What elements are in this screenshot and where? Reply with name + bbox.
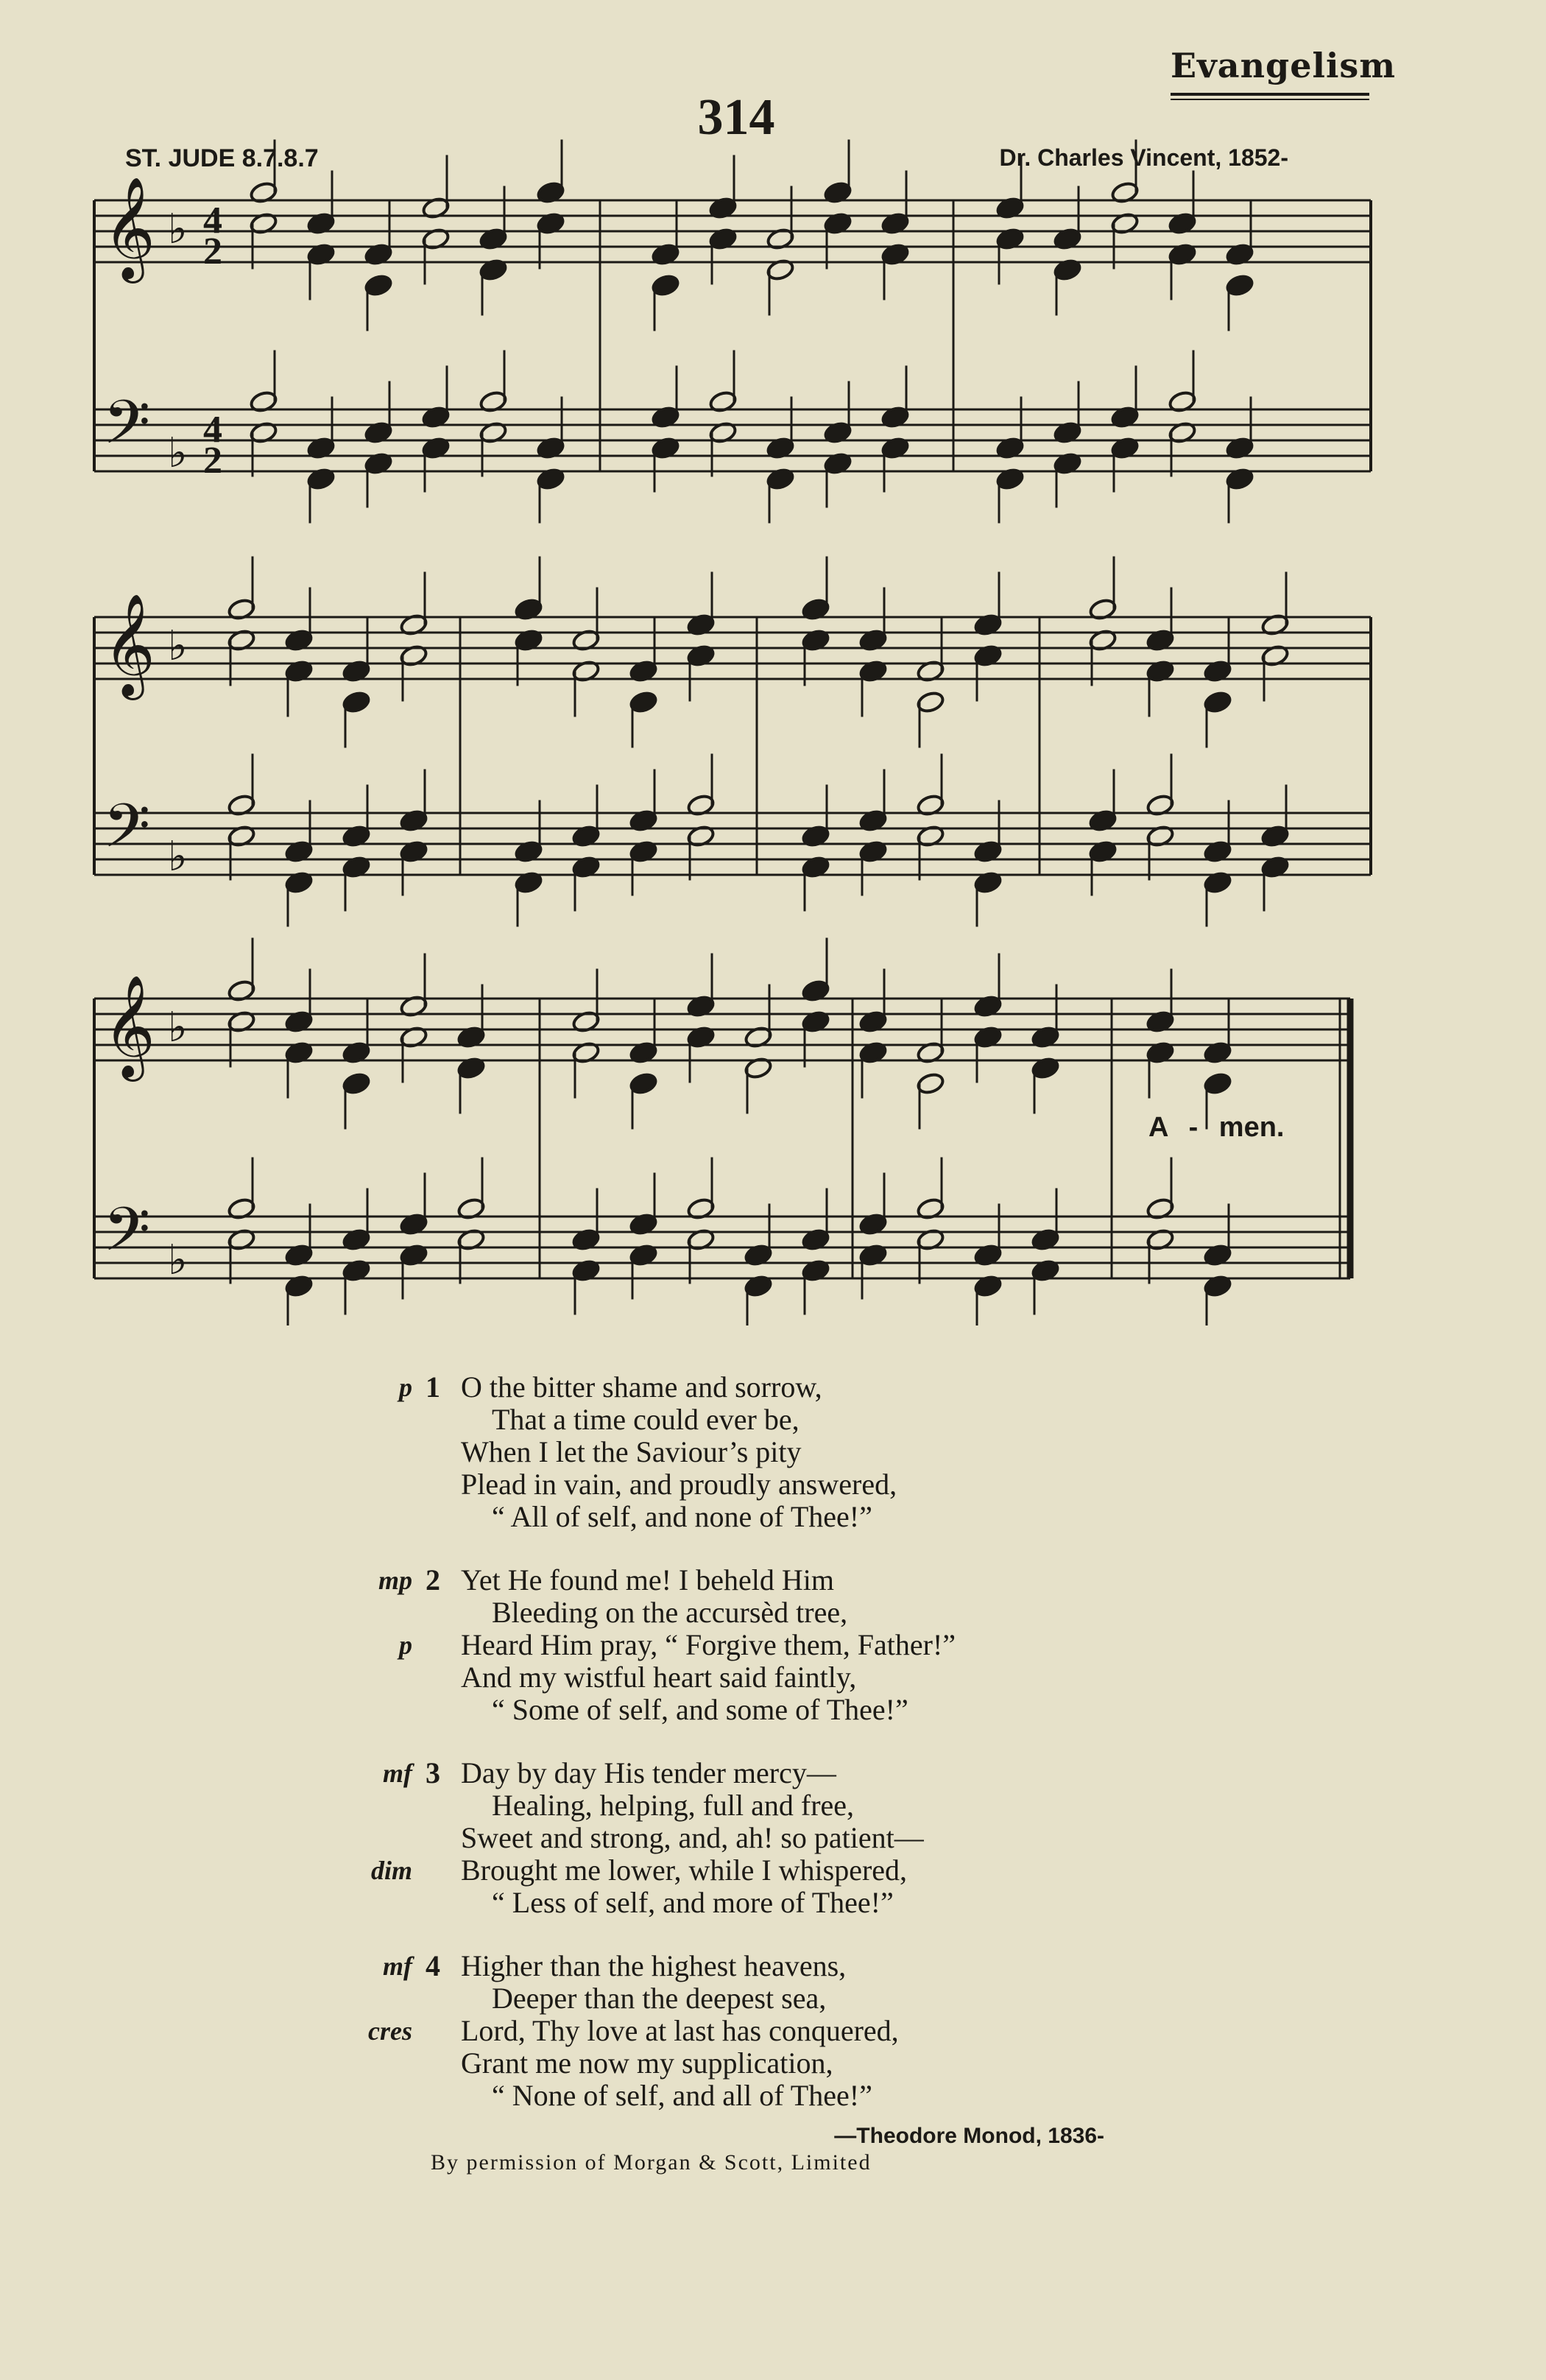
lyric-text: Plead in vain, and proudly answered, [461, 1468, 897, 1501]
stanza-line [324, 1371, 1281, 1404]
stanza-line [324, 1854, 1281, 1887]
flat-sign: ♭ [168, 205, 188, 253]
time-signature-top: 4 [203, 200, 222, 242]
stanza-number: 2 [426, 1563, 440, 1596]
stanza-line [324, 2080, 1281, 2112]
dynamic-marking: cres [368, 2016, 412, 2046]
time-signature-top: 4 [203, 409, 222, 451]
dynamic-marking: mf [383, 1758, 412, 1788]
lyric-text: Deeper than the deepest sea, [492, 1982, 827, 2015]
treble-clef: 𝄞 [103, 177, 155, 279]
lyric-text: “ None of self, and all of Thee!” [492, 2079, 872, 2112]
stanza-line [324, 1757, 1281, 1789]
flat-sign: ♭ [168, 622, 188, 670]
stanza-line [324, 1629, 1281, 1661]
lyric-text: O the bitter shame and sorrow, [461, 1370, 822, 1404]
stanza-number: 4 [426, 1949, 440, 1982]
stanza-line [324, 1789, 1281, 1822]
lyric-text: Higher than the highest heavens, [461, 1949, 847, 1982]
dynamic-marking: p [399, 1630, 412, 1660]
dynamic-marking: mf [383, 1951, 412, 1981]
stanza-number: 1 [426, 1370, 440, 1404]
stanza-line [324, 2015, 1281, 2047]
stanza-line [324, 2047, 1281, 2080]
text-author: —Theodore Monod, 1836- [834, 2124, 1104, 2148]
lyric-text: When I let the Saviour’s pity [461, 1435, 802, 1468]
lyric-text: Bleeding on the accursèd tree, [492, 1596, 848, 1629]
stanza-line [324, 1404, 1281, 1436]
stanza-line [324, 1564, 1281, 1596]
dynamic-marking: p [399, 1373, 412, 1402]
lyric-text: Healing, helping, full and free, [492, 1789, 855, 1822]
stanzas [324, 1371, 1281, 2112]
composer: Dr. Charles Vincent, 1852- [999, 144, 1288, 171]
lyric-text: Heard Him pray, “ Forgive them, Father!” [461, 1628, 956, 1661]
time-signature-bottom: 2 [203, 230, 222, 272]
treble-clef: 𝄞 [103, 975, 155, 1077]
tune-name: ST. JUDE 8.7.8.7 [125, 144, 319, 172]
lyric-text: Grant me now my supplication, [461, 2046, 833, 2080]
stanza-line [324, 1436, 1281, 1468]
lyric-text: Brought me lower, while I whispered, [461, 1853, 908, 1887]
lyric-text: Sweet and strong, and, ah! so patient— [461, 1821, 924, 1854]
lyric-text: Lord, Thy love at last has conquered, [461, 2014, 899, 2047]
dynamic-marking: mp [378, 1566, 412, 1595]
stanza-number: 3 [426, 1756, 440, 1789]
stanza-line [324, 1887, 1281, 1919]
bass-clef: 𝄢 [103, 790, 151, 876]
dynamic-marking: dim [370, 1856, 412, 1885]
section-title: Evangelism [1171, 46, 1396, 85]
flat-sign: ♭ [168, 429, 188, 477]
permission-note: By permission of Morgan & Scott, Limited [431, 2150, 872, 2175]
lyric-text: That a time could ever be, [492, 1403, 800, 1436]
flat-sign: ♭ [168, 833, 188, 881]
lyric-text: “ Some of self, and some of Thee!” [492, 1693, 908, 1726]
time-signature-bottom: 2 [203, 440, 222, 482]
stanza-line [324, 1596, 1281, 1629]
lyric-text: And my wistful heart said faintly, [461, 1661, 857, 1694]
stanza-line [324, 1501, 1281, 1533]
hymn-number: 314 [697, 89, 775, 146]
treble-clef: 𝄞 [103, 594, 155, 696]
stanza-line [324, 1982, 1281, 2015]
stanza-line [324, 1950, 1281, 1982]
amen-label: A - men. [1148, 1112, 1285, 1143]
stanza-line [324, 1822, 1281, 1854]
bass-clef: 𝄢 [103, 1194, 151, 1280]
stanza-line [324, 1694, 1281, 1726]
lyric-text: “ Less of self, and more of Thee!” [492, 1886, 894, 1919]
stanza-line [324, 1661, 1281, 1694]
flat-sign: ♭ [168, 1236, 188, 1284]
stanza-line [324, 1468, 1281, 1501]
lyric-text: Yet He found me! I beheld Him [461, 1563, 834, 1596]
bass-clef: 𝄢 [103, 387, 151, 473]
lyric-text: “ All of self, and none of Thee!” [492, 1500, 872, 1533]
lyric-text: Day by day His tender mercy— [461, 1756, 836, 1789]
flat-sign: ♭ [168, 1004, 188, 1052]
